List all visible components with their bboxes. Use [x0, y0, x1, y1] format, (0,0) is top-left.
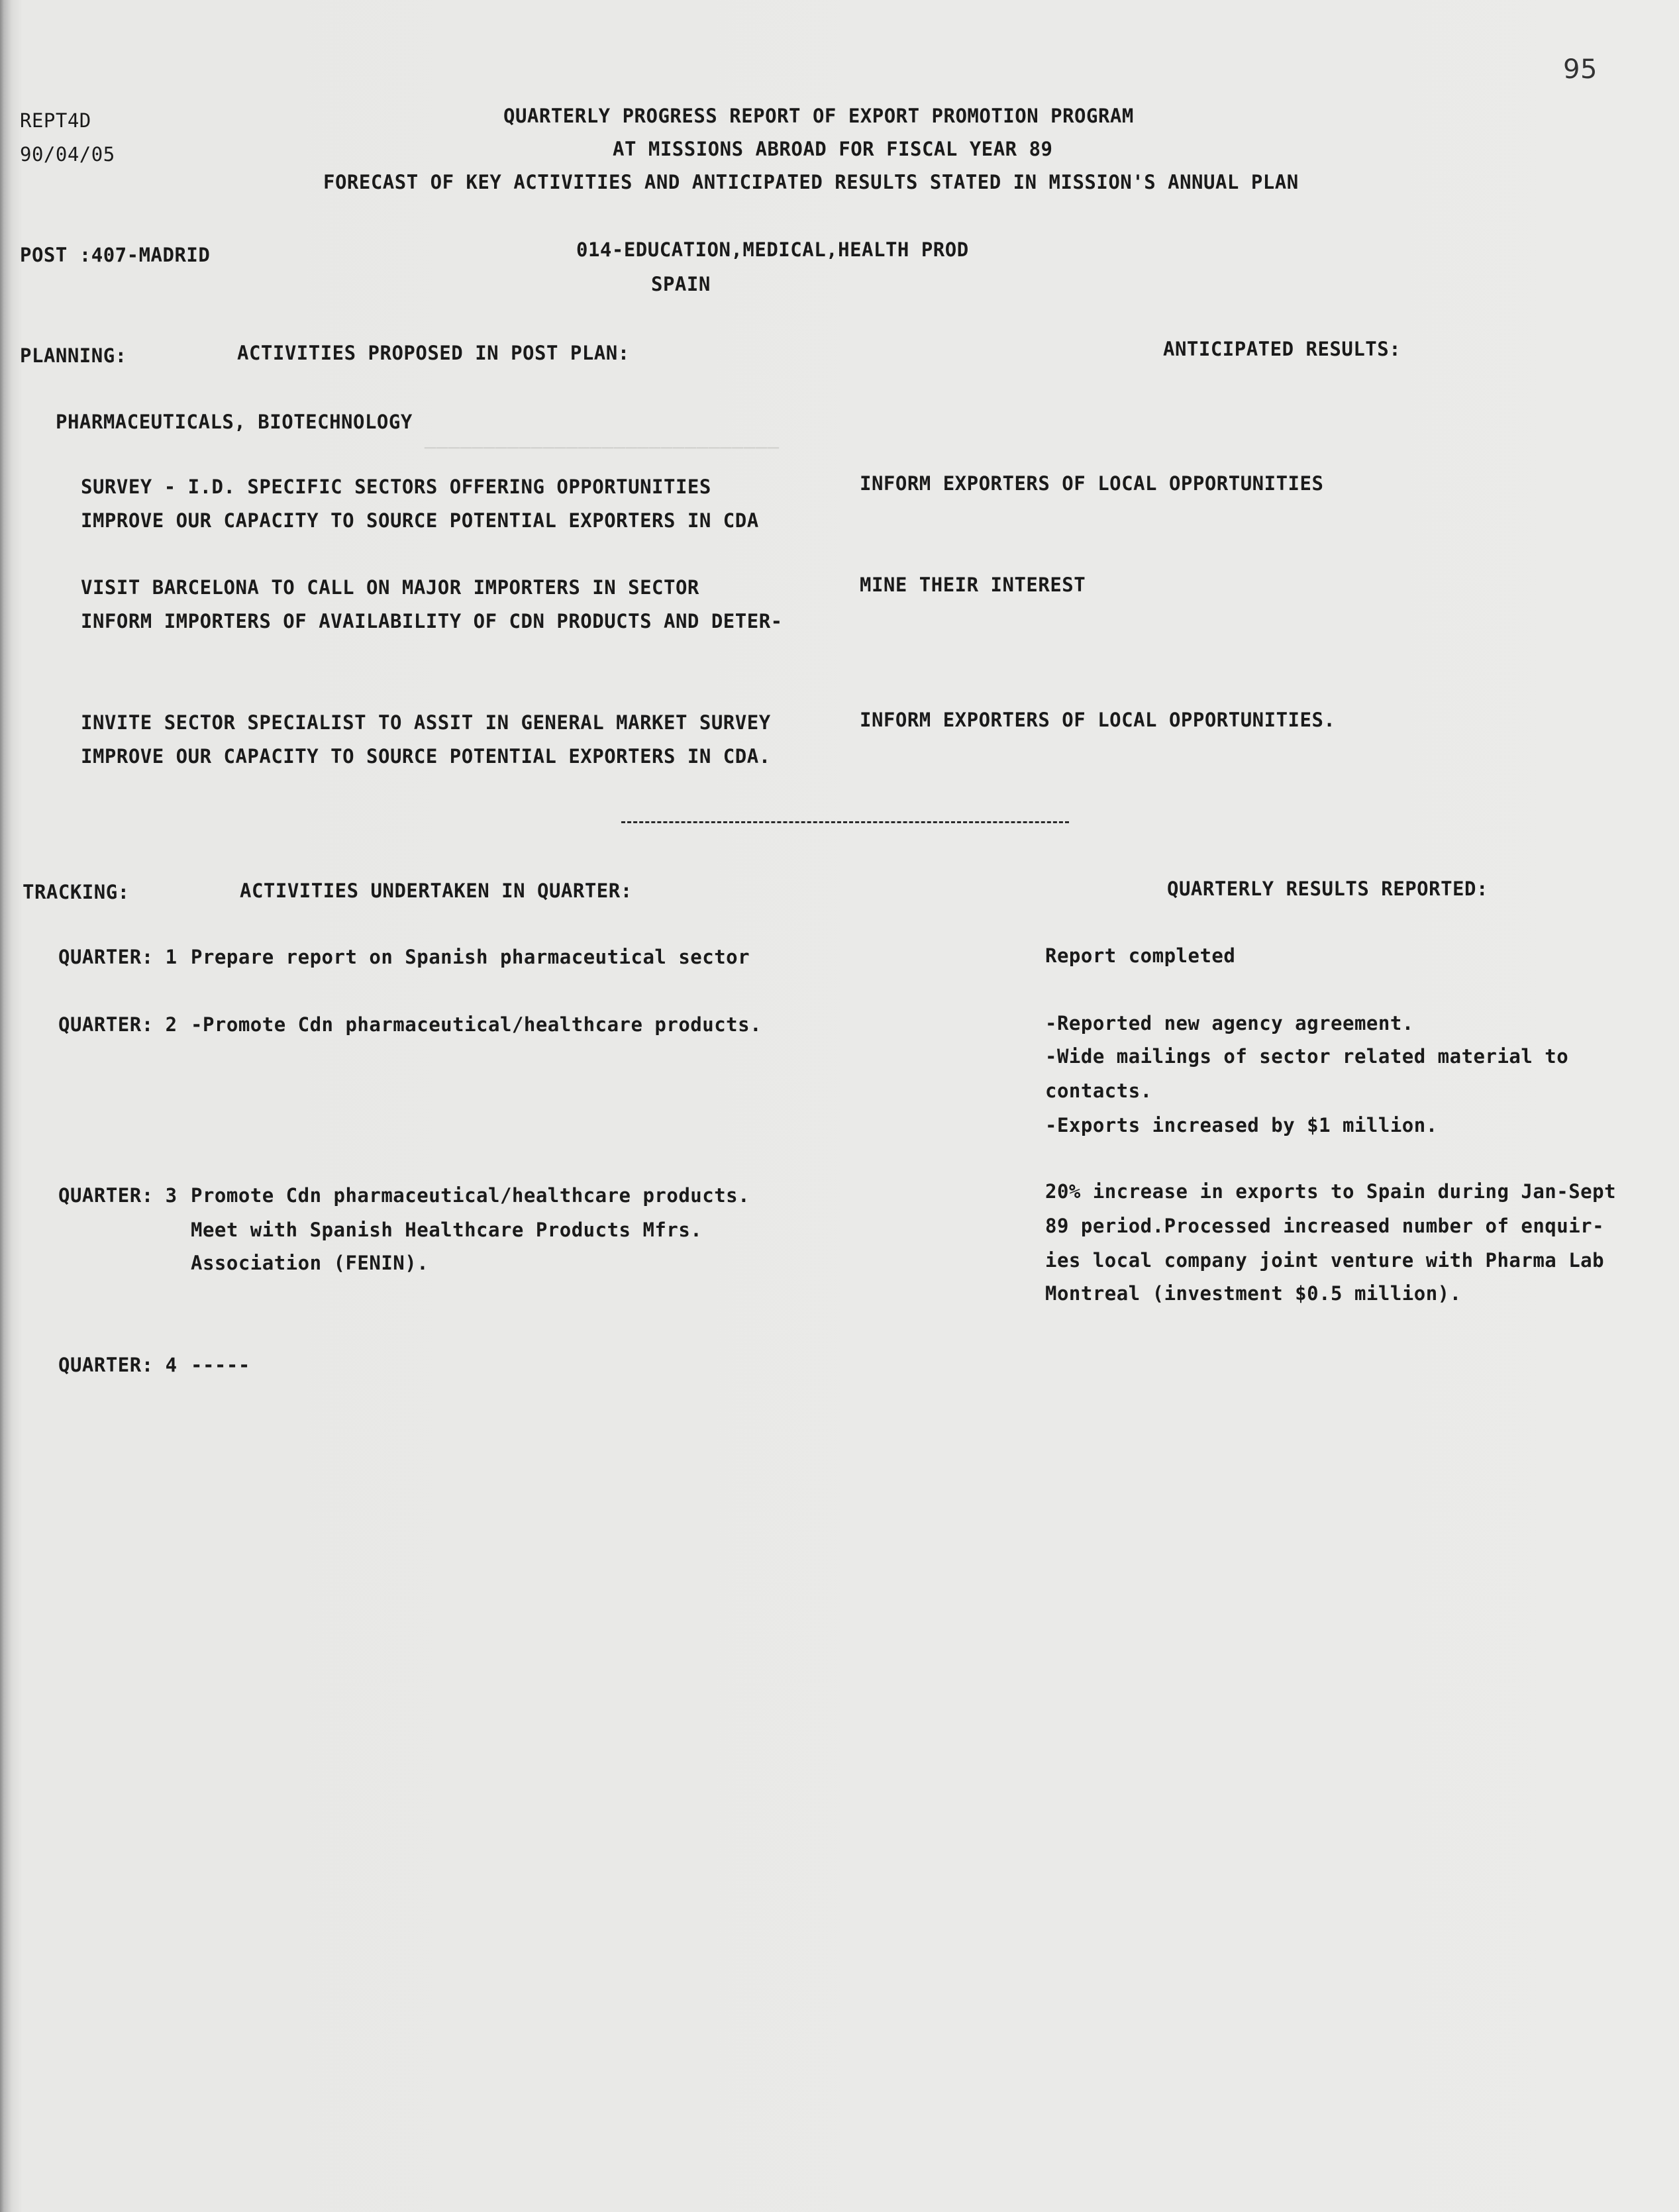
bleed-through-decoration: ────────────────────────────── [424, 437, 779, 459]
quarter-4-activity: ----- [191, 1354, 250, 1376]
report-title-line-3: FORECAST OF KEY ACTIVITIES AND ANTICIPATED RESULTS STATED IN MISSION'S ANNUAL PLAN [323, 171, 1299, 193]
planned-activity-2-line-1: VISIT BARCELONA TO CALL ON MAJOR IMPORTERS IN SECTOR [81, 576, 699, 599]
quarter-2-result-line-2: -Wide mailings of sector related material to [1045, 1045, 1569, 1068]
quarter-3-result-line-2: 89 period.Processed increased number of enquir- [1045, 1215, 1605, 1237]
quarter-2-result-line-4: -Exports increased by $1 million. [1045, 1114, 1438, 1136]
quarter-2-label: QUARTER: 2 [58, 1013, 178, 1036]
quarter-3-result-line-4: Montreal (investment $0.5 million). [1045, 1282, 1462, 1305]
anticipated-result-2: MINE THEIR INTEREST [860, 574, 1086, 596]
quarter-1-activity: Prepare report on Spanish pharmaceutical sector [191, 946, 750, 968]
quarter-2-result-line-1: -Reported new agency agreement. [1045, 1012, 1414, 1034]
subsector-heading: PHARMACEUTICALS, BIOTECHNOLOGY [56, 411, 413, 433]
planned-activity-3-line-1: INVITE SECTOR SPECIALIST TO ASSIT IN GENERAL MARKET SURVEY [81, 711, 771, 734]
quarter-3-label: QUARTER: 3 [58, 1184, 178, 1207]
quarter-2-result-line-3: contacts. [1045, 1080, 1152, 1102]
quarter-1-result: Report completed [1045, 944, 1236, 967]
quarter-3-activity-line-2: Meet with Spanish Healthcare Products Mfrs. [191, 1219, 703, 1241]
post-code: POST :407-MADRID [20, 244, 211, 266]
anticipated-result-1: INFORM EXPORTERS OF LOCAL OPPORTUNITIES [860, 472, 1324, 495]
tracking-label: TRACKING: [23, 881, 130, 903]
planned-activity-2-line-2: INFORM IMPORTERS OF AVAILABILITY OF CDN PRODUCTS AND DETER- [81, 610, 783, 632]
planning-activities-heading: ACTIVITIES PROPOSED IN POST PLAN: [237, 342, 630, 364]
country: SPAIN [651, 273, 711, 295]
quarter-2-activity: -Promote Cdn pharmaceutical/healthcare products. [191, 1013, 762, 1036]
quarter-1-label: QUARTER: 1 [58, 946, 178, 968]
quarter-3-activity-line-1: Promote Cdn pharmaceutical/healthcare products. [191, 1184, 750, 1207]
planning-label: PLANNING: [20, 344, 127, 367]
anticipated-result-3: INFORM EXPORTERS OF LOCAL OPPORTUNITIES. [860, 709, 1336, 731]
quarter-3-result-line-3: ies local company joint venture with Pharma Lab [1045, 1249, 1605, 1272]
quarter-4-label: QUARTER: 4 [58, 1354, 178, 1376]
tracking-activities-heading: ACTIVITIES UNDERTAKEN IN QUARTER: [240, 880, 633, 902]
quarterly-results-heading: QUARTERLY RESULTS REPORTED: [1167, 878, 1488, 900]
report-title-line-1: QUARTERLY PROGRESS REPORT OF EXPORT PROMOTION PROGRAM [503, 105, 1134, 127]
report-id: REPT4D [20, 109, 91, 132]
sector-code: 014-EDUCATION,MEDICAL,HEALTH PROD [576, 238, 969, 261]
quarter-3-result-line-1: 20% increase in exports to Spain during Jan-Sept [1045, 1180, 1617, 1203]
anticipated-results-heading: ANTICIPATED RESULTS: [1163, 338, 1401, 360]
report-date: 90/04/05 [20, 143, 115, 166]
report-title-line-2: AT MISSIONS ABROAD FOR FISCAL YEAR 89 [613, 138, 1053, 160]
planned-activity-1-line-1: SURVEY - I.D. SPECIFIC SECTORS OFFERING OPPORTUNITIES [81, 476, 711, 498]
page-number: 95 [1563, 54, 1598, 85]
planned-activity-1-line-2: IMPROVE OUR CAPACITY TO SOURCE POTENTIAL EXPORTERS IN CDA [81, 509, 759, 532]
quarter-3-activity-line-3: Association (FENIN). [191, 1252, 429, 1274]
section-divider [621, 821, 1069, 823]
planned-activity-3-line-2: IMPROVE OUR CAPACITY TO SOURCE POTENTIAL EXPORTERS IN CDA. [81, 745, 771, 768]
